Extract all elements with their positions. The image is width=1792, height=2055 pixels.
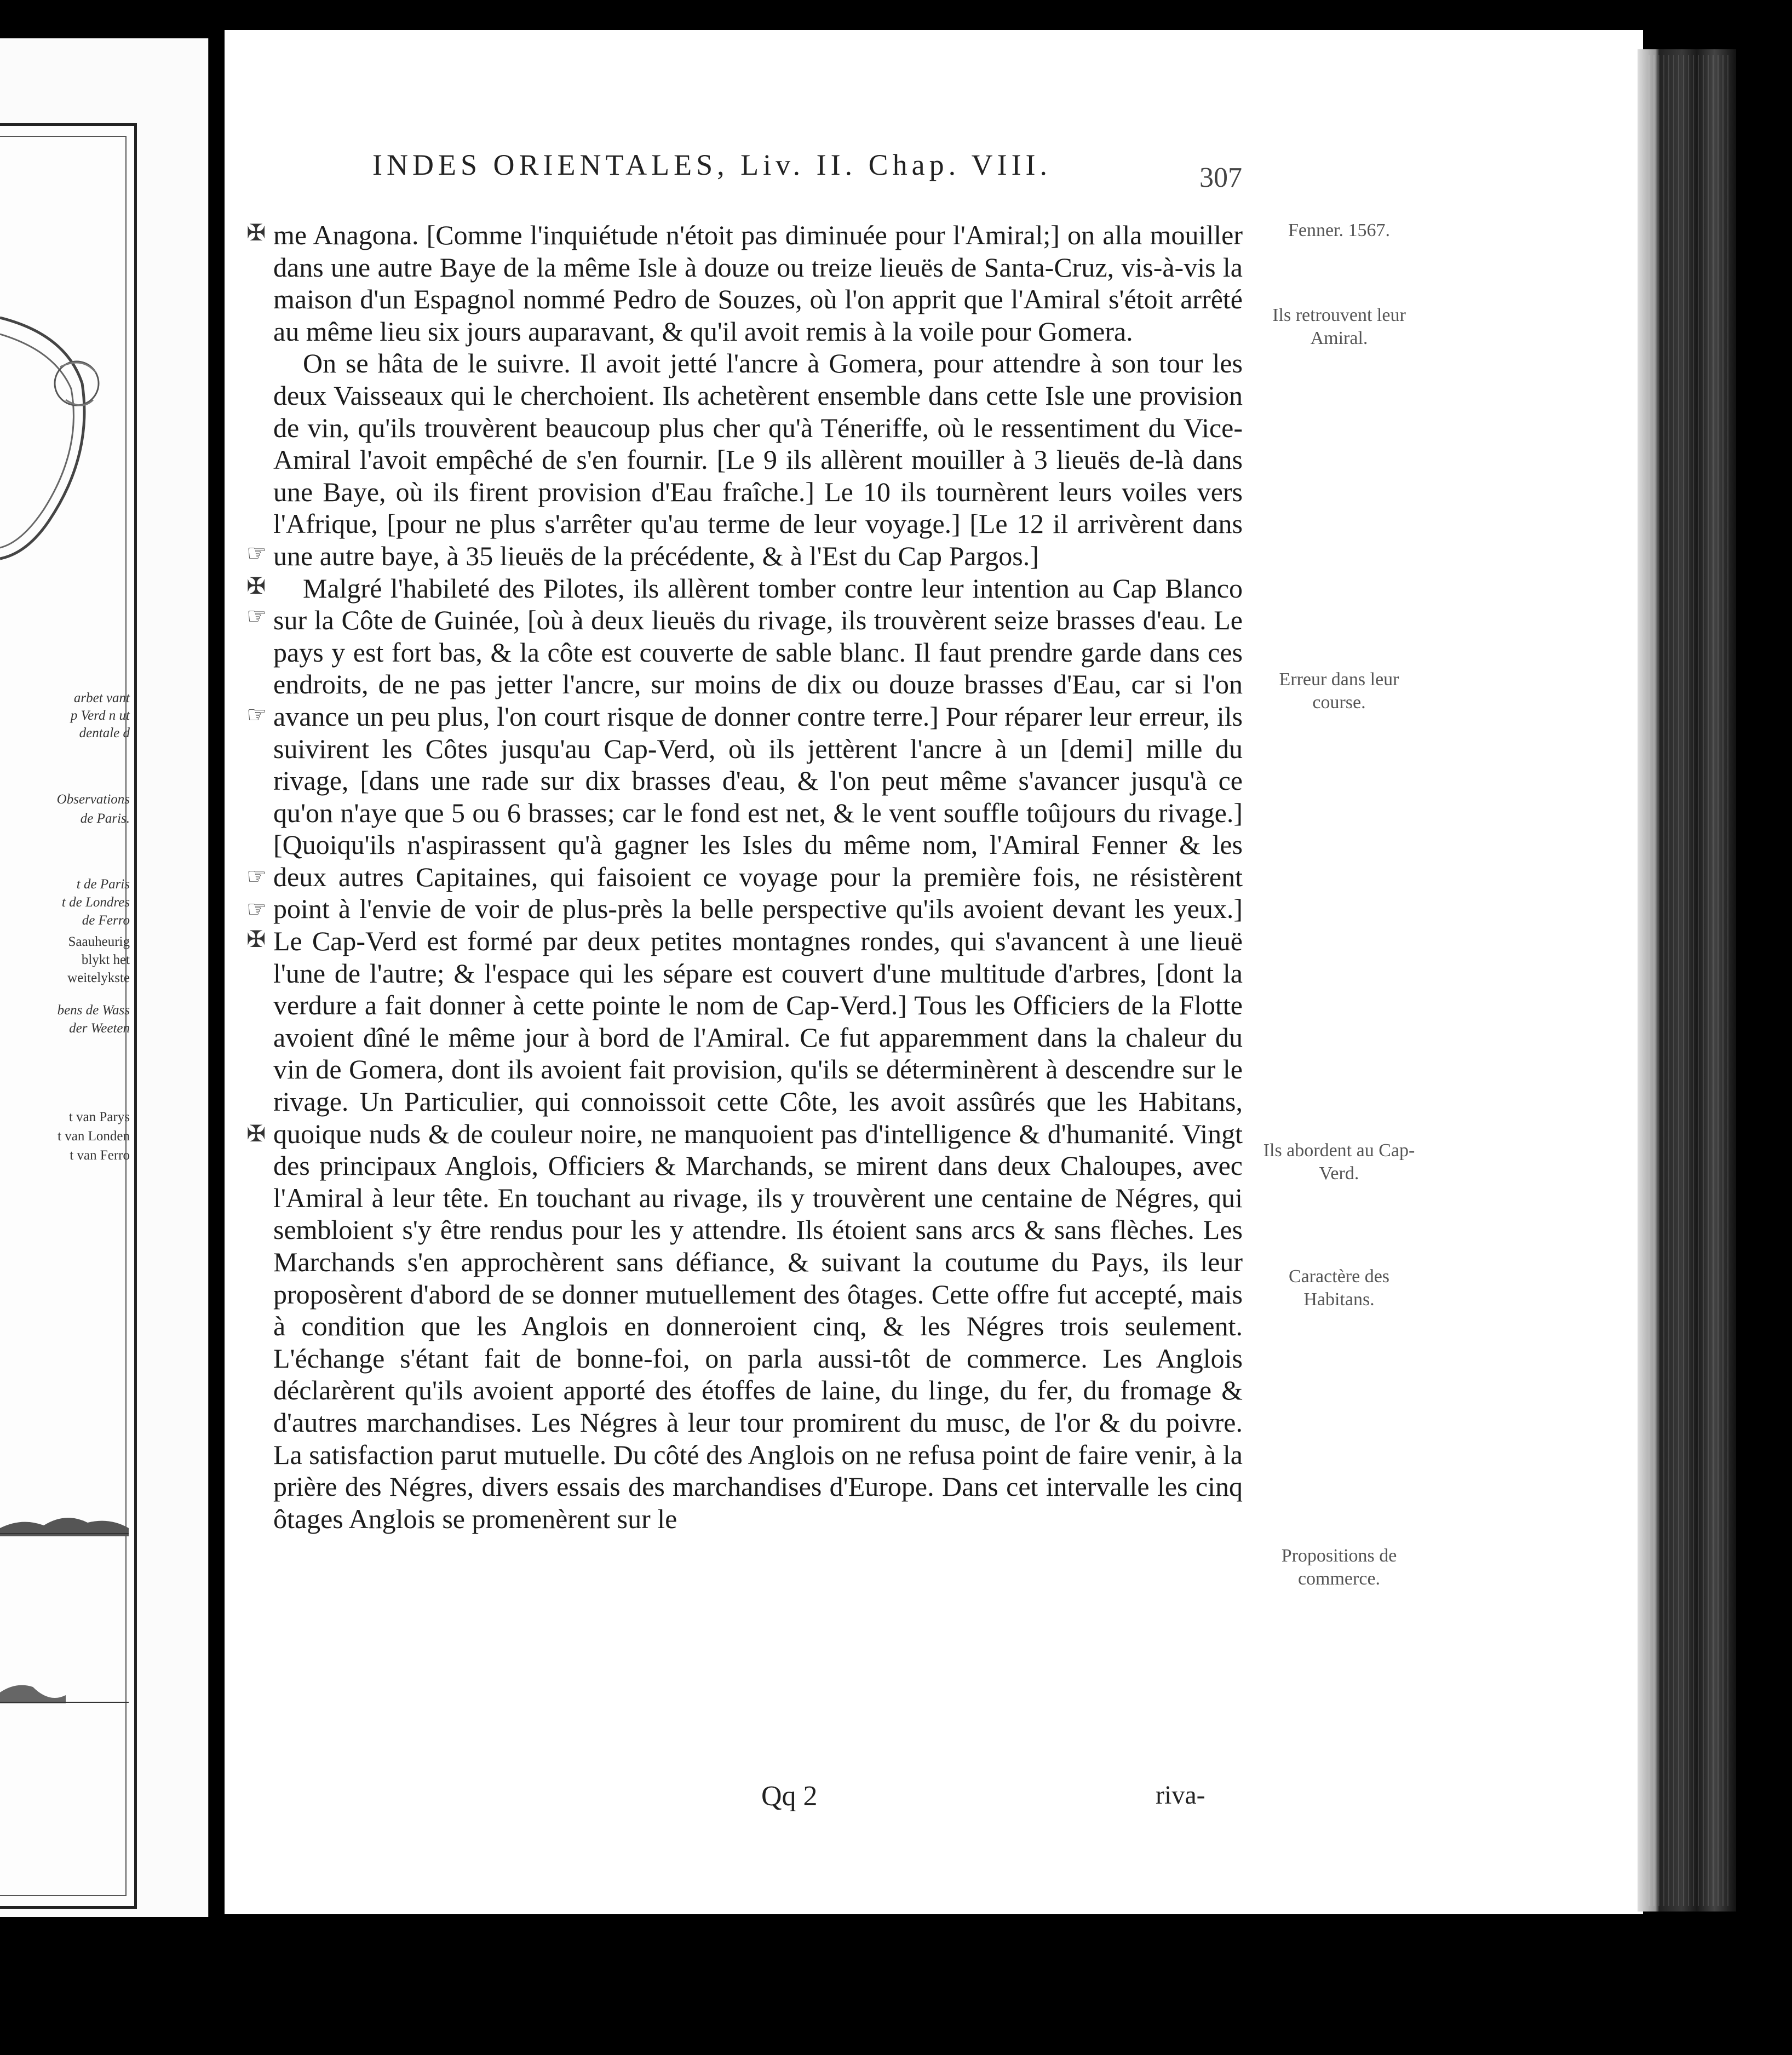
map-note: bens de Wass [57, 1003, 130, 1018]
cross-mark: ✠ [246, 219, 266, 246]
map-note: de Paris. [80, 811, 130, 826]
map-note: t de Paris [76, 877, 130, 892]
page-edge-lines [1649, 55, 1731, 1906]
previous-page [0, 38, 209, 1917]
map-note: t de Londres [61, 895, 130, 910]
paragraph: Malgré l'habileté des Pilotes, ils allèrent tomber contre leur intention au Cap Blanco sur la Côte de Guinée, [où à deux lieuës du rivage, ils trouvèrent seize brasses d'eau. Le pays y est fort bas, & la côte est couverte de sable blanc. Il faut prendre garde dans ces endroits, de ne pas jetter l'ancre, sur moins de dix ou douze brasses d'Eau, car si l'on avance un peu plus, l'on court risque de donner contre terre.] Pour réparer leur erreur, ils suivirent les Côtes jusqu'au Cap-Verd, où ils jettèrent l'ancre à un [demi] mille du rivage, [dans une rade sur dix brasses d'eau, & l'on peut même s'avancer jusqu'à ce qu'on n'aye que 5 ou 6 brasses; car le fond est net, & le vent souffle toûjours du rivage.] [Quoiqu'ils n'aspirassent qu'à gagner les Isles du même nom, l'Amiral Fenner & les deux autres Capitaines, qui faisoient ce voyage pour la première fois, ne résistèrent point à l'envie de voir de plus-près la belle perspective qu'ils avoient devant les yeux.] Le Cap-Verd est formé par deux petites montagnes rondes, qui s'avancent à une lieuë l'une de l'autre; & l'espace qui les sépare est couvert d'une multitude d'arbres, [dont la verdure a fait donner à cette pointe le nom de Cap-Verd.] Tous les Officiers de la Flotte avoient dîné le même jour à bord de l'Amiral. Ce fut apparemment dans la chaleur du vin de Gomera, dont ils avoient fait provision, qu'ils se déterminèrent à descendre sur le rivage. Un Particulier, qui connoissoit cette Côte, les avoit assûrés que les Habitans, quoique nuds & de couleur noire, ne manquoient pas d'intelligence & d'humanité. Vingt des principaux Anglois, Officiers & Marchands, se mirent dans deux Chaloupes, avec l'Amiral à leur tête. En touchant au rivage, ils y trouvèrent une centaine de Négres, qui sembloient s'y être rendus pour les y attendre. Ils étoient sans arcs & sans flèches. Les Marchands s'en approchèrent sans défiance, & suivant la coutume du Pays, ils leur proposèrent d'abord de se donner mutuellement des ôtages. Cette offre fut accepté, mais à condition que les Anglois en donneroient cinq, & les Négres trois seulement. L'échange s'étant fait de bonne-foi, on parla aussi-tôt de commerce. Les Anglois déclarèrent qu'ils avoient apporté des étoffes de laine, du linge, du fer, du fromage & d'autres marchandises. Les Négres à leur tour promirent du musc, de l'or & du poivre. La satisfaction parut mutuelle. Du côté des Anglois on ne refusa point de faire venir, à la prière des Négres, divers essais des marchandises d'Europe. Dans cet intervalle les cinq ôtages Anglois se promenèrent sur le [273, 572, 1243, 1534]
margin-note: Caractère des Habitans. [1288, 1266, 1390, 1310]
map-frame [0, 123, 137, 1909]
map-note: dentale d [79, 726, 130, 741]
coast-profile-2 [0, 1685, 66, 1703]
book-page [225, 30, 1643, 1914]
hand-mark: ☞ [246, 896, 267, 922]
signature-mark: Qq 2 [761, 1781, 818, 1812]
cross-mark: ✠ [246, 1120, 266, 1147]
map-note: t van Ferro [70, 1148, 130, 1163]
margin-note: Ils retrouvent leur Amiral. [1272, 305, 1406, 348]
page-number: 307 [1199, 162, 1242, 193]
map-note: weitelykste [67, 971, 130, 985]
paragraph: On se hâta de le suivre. Il avoit jetté l'ancre à Gomera, pour attendre à son tour les deux Vaisseaux qui le cherchoient. Ils achetèrent ensemble dans cette Isle une provision de vin, qu'ils trouvèrent beaucoup plus cher qu'à Téneriffe, où le ressentiment du Vice-Amiral l'avoit empêché de s'en fournir. [Le 9 ils allèrent mouiller à 3 lieuës de-là dans une Baye, où ils firent provision d'Eau fraîche.] Le 10 ils tournèrent leurs voiles vers l'Afrique, [pour ne plus s'arrêter qu'au terme de leur voyage.] [Le 12 il arrivèrent dans une autre baye, à 35 lieuës de la précédente, & à l'Est du Cap Pargos.] [273, 348, 1243, 571]
map-note: t van Parys [68, 1110, 130, 1124]
hand-mark: ☞ [246, 701, 267, 728]
body-text [273, 219, 1243, 1535]
map-note: de Ferro [82, 913, 130, 928]
margin-note: Propositions de commerce. [1281, 1546, 1397, 1589]
margin-note: Erreur dans leur course. [1279, 669, 1399, 713]
map-note: Observations [56, 792, 130, 807]
cross-mark: ✠ [246, 572, 266, 599]
catchword: riva- [1156, 1781, 1205, 1810]
margin-note-date: Fenner. 1567. [1288, 220, 1391, 240]
running-title: INDES ORIENTALES, Liv. II. Chap. VIII. [372, 148, 1052, 181]
map-note: blykt het [81, 952, 130, 967]
map-note: der Weeten [69, 1021, 130, 1036]
hand-mark: ☞ [246, 863, 267, 889]
map-note: p Verd n ut [70, 708, 130, 723]
cross-mark: ✠ [246, 926, 266, 952]
map-note: arbet vant [73, 691, 130, 705]
hand-mark: ☞ [246, 539, 267, 566]
top-shadow [197, 0, 1785, 33]
margin-note: Ils abordent au Cap-Verd. [1263, 1140, 1415, 1184]
paragraph: me Anagona. [Comme l'inquiétude n'étoit pas diminuée pour l'Amiral;] on alla mouiller dans une autre Baye de la même Isle à douze ou treize lieuës de Santa-Cruz, vis-à-vis la maison d'un Espagnol nommé Pedro de Souzes, où l'on apprit que l'Amiral s'étoit arrêté au même lieu six jours auparavant, & qu'il avoit remis à la voile pour Gomera. [273, 220, 1243, 347]
map-note: t van Londen [58, 1129, 130, 1144]
hand-mark: ☞ [246, 602, 267, 629]
map-note: Saauheurig [68, 934, 130, 949]
